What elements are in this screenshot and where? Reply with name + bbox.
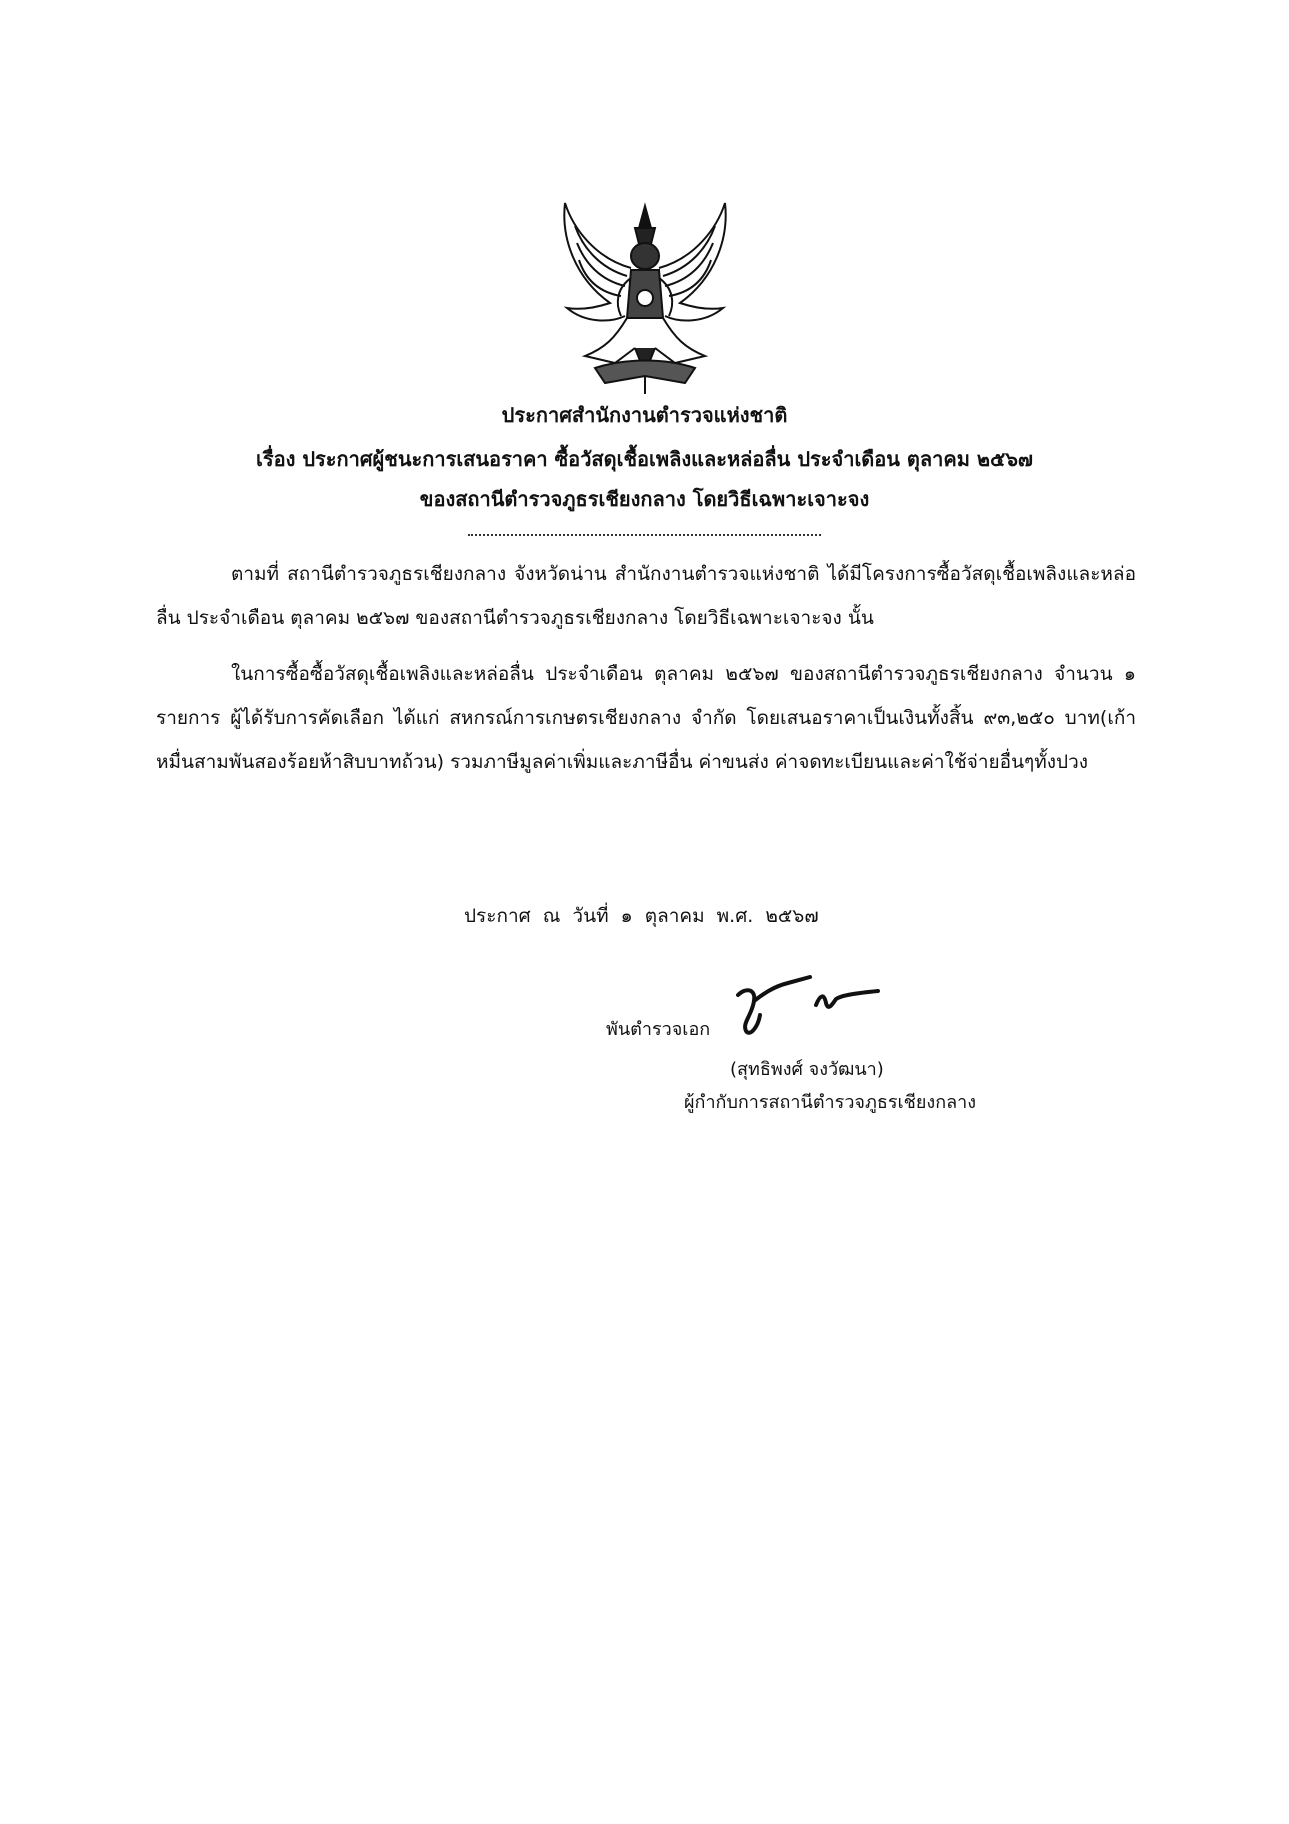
announcement-date: ประกาศ ณ วันที่ ๑ ตุลาคม พ.ศ. ๒๕๖๗ xyxy=(464,905,819,927)
announcement-subject-line: เรื่อง ประกาศผู้ชนะการเสนอราคา ซื้อวัสดุเชื้อเพลิงและหล่อลื่น ประจำเดือน ตุลาคม ๒๕๖๗ xyxy=(256,447,1033,471)
announcement-header-line-3: ของสถานีตำรวจภูธรเชียงกลาง โดยวิธีเฉพาะเจาะจง xyxy=(419,487,870,511)
garuda-emblem-icon xyxy=(555,198,735,398)
signatory-name: (สุทธิพงศ์ จงวัฒนา) xyxy=(730,1059,884,1080)
body-paragraph-1 xyxy=(156,552,1136,640)
paragraph-1-text: ตามที่ สถานีตำรวจภูธรเชียงกลาง จังหวัดน่าน สำนักงานตำรวจแห่งชาติ ได้มีโครงการซื้อวัสดุเชื้อเพลิงและหล่อลื่น ประจำเดือน ตุลาคม ๒๕๖๗ ของสถานีตำรวจภูธรเชียงกลาง โดยวิธีเฉพาะเจาะจง นั้น xyxy=(156,563,1136,629)
signatory-position: ผู้กำกับการสถานีตำรวจภูธรเชียงกลาง xyxy=(684,1092,977,1113)
body-paragraph-2 xyxy=(156,652,1136,784)
handwritten-signature xyxy=(728,965,898,1045)
signatory-rank: พันตำรวจเอก xyxy=(606,1019,711,1040)
announcement-header-line-1: ประกาศสำนักงานตำรวจแห่งชาติ xyxy=(501,403,788,427)
dotted-divider xyxy=(468,534,821,536)
paragraph-2-text: ในการซื้อซื้อวัสดุเชื้อเพลิงและหล่อลื่น ประจำเดือน ตุลาคม ๒๕๖๗ ของสถานีตำรวจภูธรเชียงกลาง จำนวน ๑ รายการ ผู้ได้รับการคัดเลือก ได้แก่ สหกรณ์การเกษตรเชียงกลาง จำกัด โดยเสนอราคาเป็นเงินทั้งสิ้น ๙๓,๒๕๐ บาท(เก้าหมื่นสามพันสองร้อยห้าสิบบาทถ้วน) รวมภาษีมูลค่าเพิ่มและภาษีอื่น ค่าขนส่ง ค่าจดทะเบียนและค่าใช้จ่ายอื่นๆทั้งปวง xyxy=(156,663,1136,773)
